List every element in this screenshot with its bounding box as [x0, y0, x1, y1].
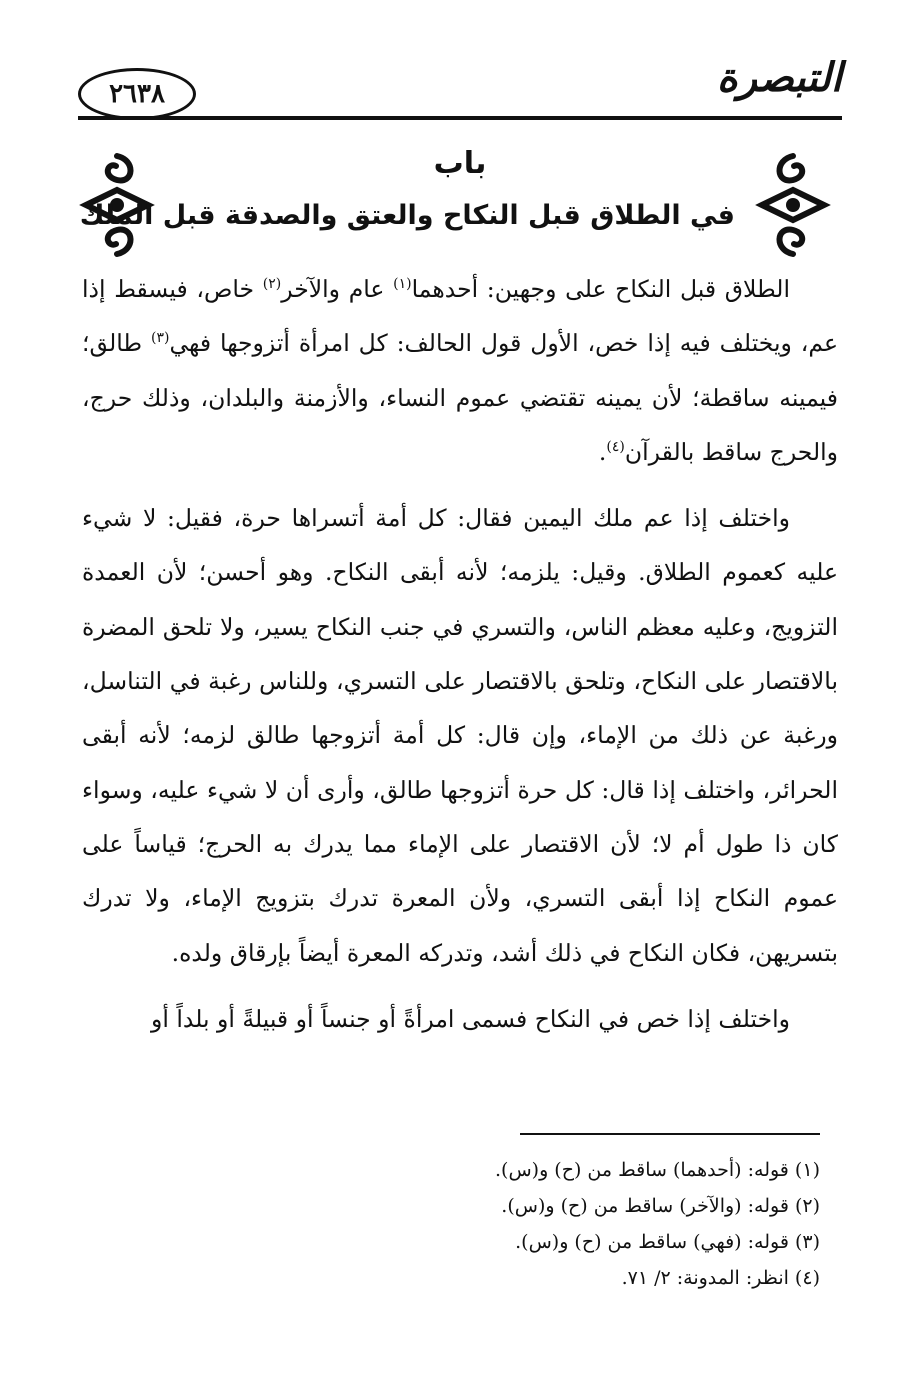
chapter-title: في الطلاق قبل النكاح والعتق والصدقة قبل الملك [79, 200, 735, 231]
footnote-ref: (١) [393, 276, 412, 293]
footnote: (٢) قوله: (والآخر) ساقط من (ح) و(س). [501, 1195, 820, 1217]
paragraph [82, 491, 838, 980]
footnote: (٣) قوله: (فهي) ساقط من (ح) و(س). [515, 1231, 820, 1253]
paragraph [82, 992, 838, 1046]
footnote-rule [520, 1133, 820, 1135]
header-rule [78, 116, 842, 120]
footnote-ref: (٣) [151, 330, 170, 347]
footnotes [100, 1152, 820, 1296]
footnote-ref: (٤) [606, 439, 625, 456]
text-run: واختلف إذا خص في النكاح فسمى امرأةً أو جنساً أو قبيلةً أو بلداً أو [151, 1004, 790, 1033]
chapter-label: باب [433, 146, 487, 181]
footnote-ref: (٢) [262, 276, 282, 293]
text-run: . [598, 437, 607, 466]
page-number: ٢٦٣٨ [78, 68, 196, 120]
text-run: خاص، فيسقط إذا عم، ويختلف فيه إذا خص، الأول قول الحالف: كل امرأة أتزوجها فهي [82, 275, 838, 358]
footnote: (٤) انظر: المدونة: ٢/ ٧١. [621, 1267, 820, 1289]
text-run: الطلاق قبل النكاح على وجهين: أحدهما [411, 275, 790, 303]
body-text [82, 262, 838, 1046]
text-run: واختلف إذا عم ملك اليمين فقال: كل أمة أتسراها حرة، فقيل: لا شيء عليه كعموم الطلاق. وقيل: يلزمه؛ لأنه أبقى النكاح. وهو أحسن؛ لأن العمدة التزويج، وعليه معظم الناس، والتسري في جنب النكاح يسير، ولا تلحق المضرة بالاقتصار على النكاح، وتلحق بالاقتصار على التسري، وللناس رغبة في التناسل، ورغبة عن ذلك من الإماء، وإن قال: كل أمة أتزوجها طالق لزمه؛ لأنه أبقى الحرائر، واختلف إذا قال: كل حرة أتزوجها طالق، وأرى أن لا شيء عليه، وسواء كان ذا طول أم لا؛ لأن الاقتصار على الإماء مما يدرك به الحرج؛ قياساً على عموم النكاح إذا أبقى التسري، ولأن المعرة تدرك بتزويج الإماء، ولا تدرك بتسريهن، فكان النكاح في ذلك أشد، وتدركه المعرة أيضاً بإرقاق ولده. [82, 504, 838, 967]
text-run: طالق؛ فيمينه ساقطة؛ لأن يمينه تقتضي عموم النساء، والأزمنة والبلدان، وذلك حرج، والحرج ساقط بالقرآن [82, 329, 838, 466]
text-run: عام والآخر [281, 275, 394, 303]
paragraph [82, 262, 838, 479]
book-title: التبصرة [716, 54, 842, 101]
page-header [78, 48, 842, 124]
footnote: (١) قوله: (أحدهما) ساقط من (ح) و(س). [495, 1159, 820, 1181]
